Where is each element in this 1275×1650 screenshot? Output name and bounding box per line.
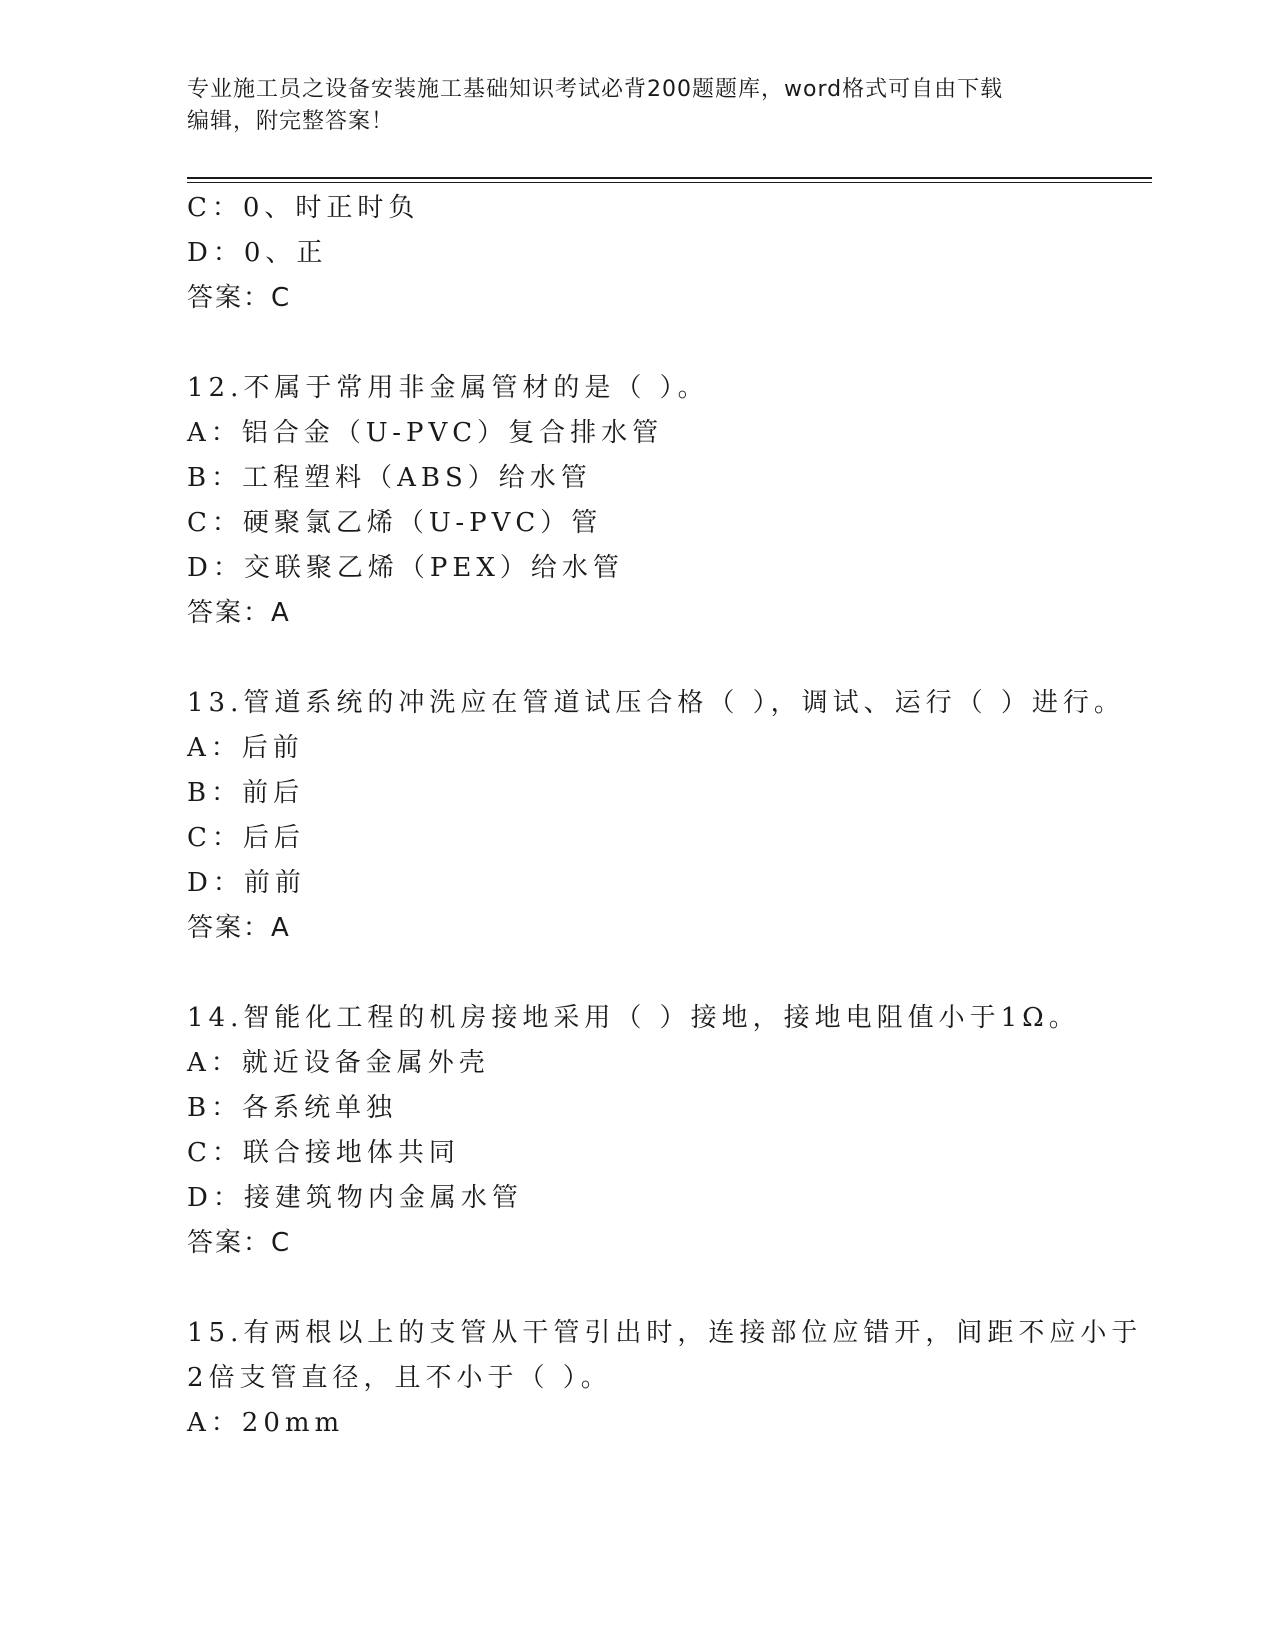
option-b: B：前后 [187, 778, 305, 808]
answer-line: 答案：A [187, 598, 291, 628]
option-c: C：联合接地体共同 [187, 1138, 460, 1168]
option-a: A：铝合金（U-PVC）复合排水管 [187, 418, 664, 448]
question-block-14 [187, 996, 1087, 1266]
question-block-13 [187, 681, 1125, 951]
option-d: D：接建筑物内金属水管 [187, 1183, 523, 1213]
question-stem-line-1: 15.有两根以上的支管从干管引出时，连接部位应错开，间距不应小于 [187, 1318, 1143, 1348]
option-d: D：交联聚乙烯（PEX）给水管 [187, 553, 624, 583]
question-block-11 [187, 186, 1087, 321]
answer-line: 答案：C [187, 1228, 292, 1258]
option-c: C：0、时正时负 [187, 193, 420, 223]
option-a: A：20mm [187, 1408, 345, 1438]
question-content [187, 186, 1143, 1446]
question-block-15 [187, 1311, 1143, 1446]
question-block-12 [187, 366, 1087, 636]
option-d: D：前前 [187, 868, 306, 898]
header-divider-thin [187, 182, 1152, 183]
answer-line: 答案：C [187, 283, 292, 313]
spacer [187, 1266, 1087, 1311]
header-divider-thick [187, 177, 1152, 179]
option-a: A：就近设备金属外壳 [187, 1048, 490, 1078]
option-c: C：后后 [187, 823, 305, 853]
question-stem: 14.智能化工程的机房接地采用（ ）接地，接地电阻值小于1Ω。 [187, 1003, 1080, 1033]
spacer [187, 951, 1087, 996]
question-stem: 12.不属于常用非金属管材的是（ ）。 [187, 373, 709, 403]
header-line-2: 编辑，附完整答案！ [187, 109, 395, 134]
option-b: B：各系统单独 [187, 1093, 398, 1123]
question-stem-line-2: 2倍支管直径，且不小于（ ）。 [187, 1363, 612, 1393]
option-c: C：硬聚氯乙烯（U-PVC）管 [187, 508, 603, 538]
spacer [187, 636, 1087, 681]
answer-line: 答案：A [187, 913, 291, 943]
header-line-1: 专业施工员之设备安装施工基础知识考试必背200题题库，word格式可自由下载 [187, 77, 1004, 102]
spacer [187, 321, 1087, 366]
option-d: D：0、正 [187, 238, 328, 268]
question-stem: 13.管道系统的冲洗应在管道试压合格（ ），调试、运行（ ）进行。 [187, 688, 1125, 718]
option-a: A：后前 [187, 733, 304, 763]
option-b: B：工程塑料（ABS）给水管 [187, 463, 592, 493]
document-header [187, 74, 1087, 138]
